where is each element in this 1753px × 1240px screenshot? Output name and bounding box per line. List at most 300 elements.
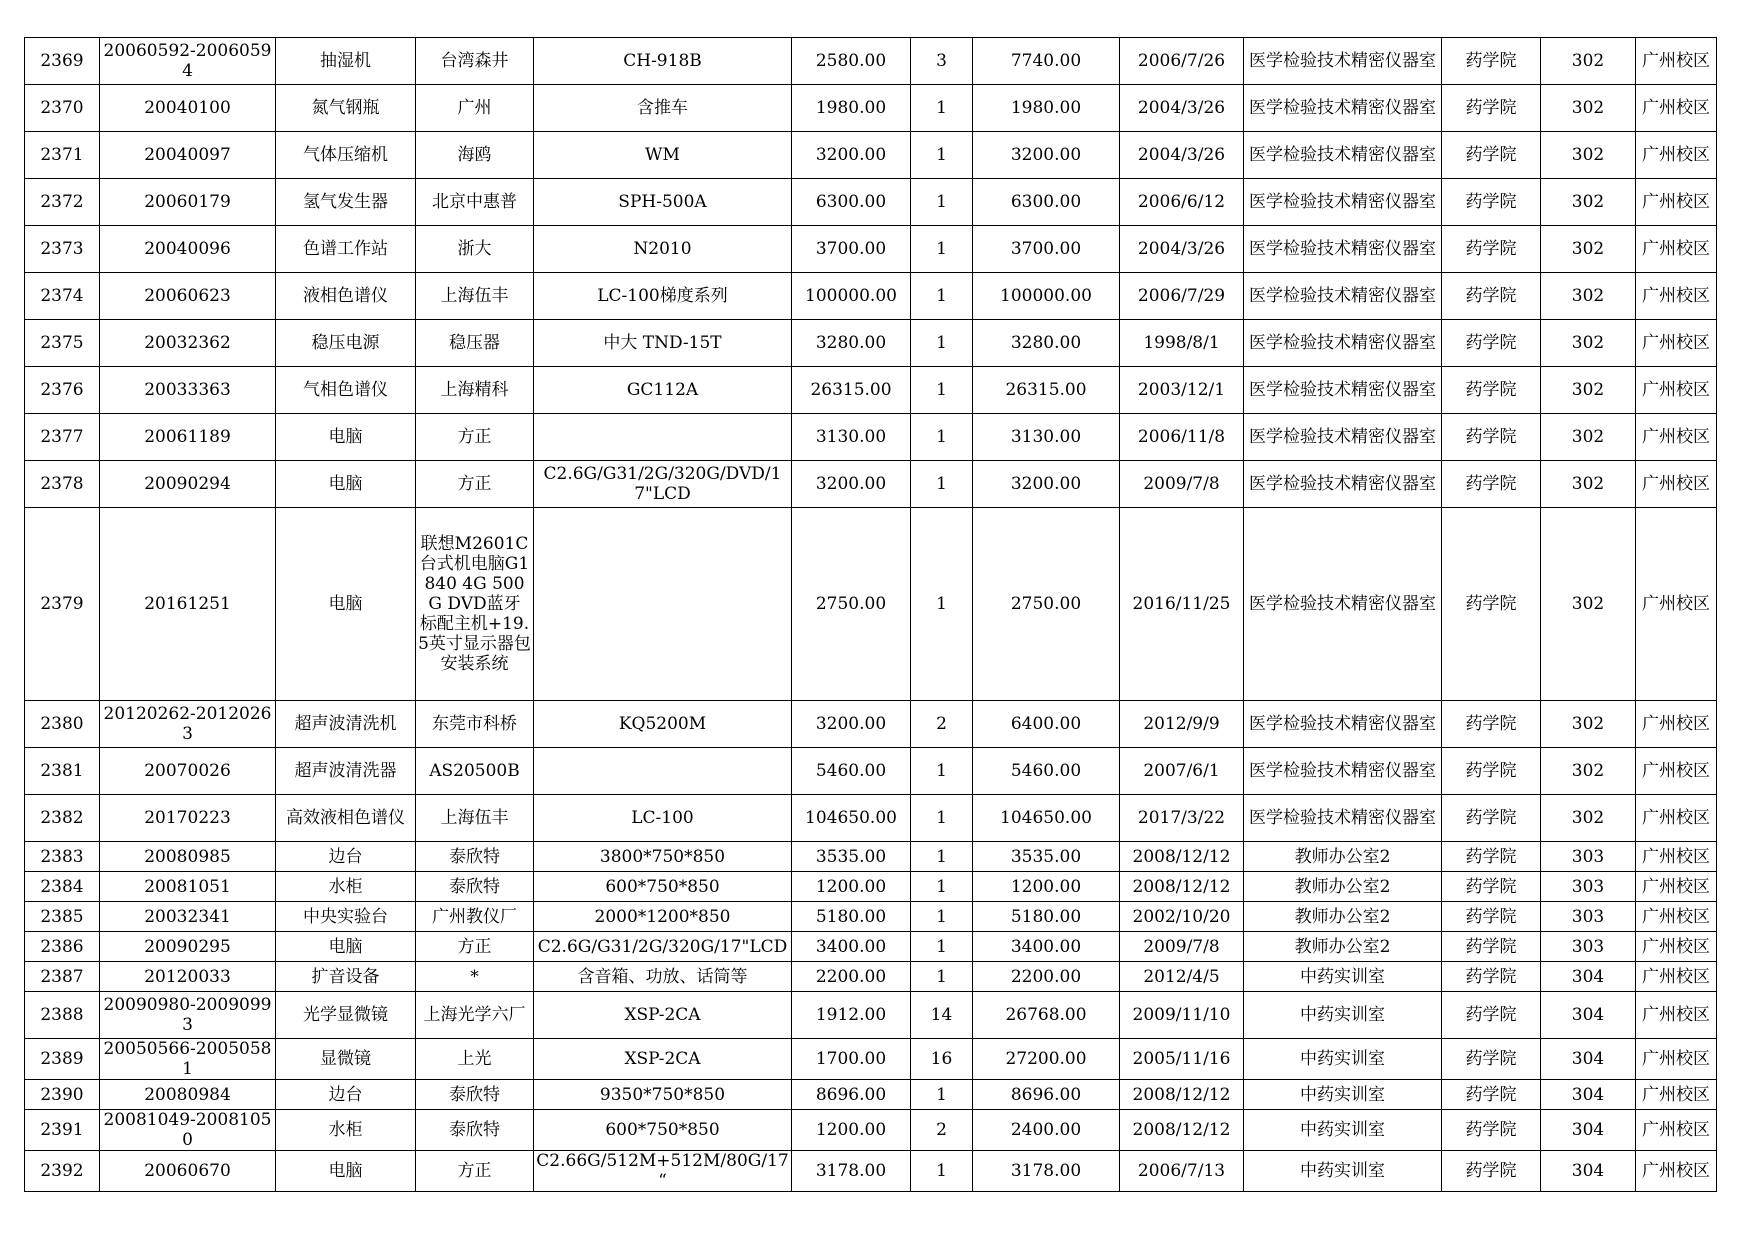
unit-price-cell: 3280.00	[792, 320, 911, 367]
amount-cell: 7740.00	[973, 38, 1120, 85]
room-cell: 302	[1541, 748, 1636, 795]
amount-cell: 100000.00	[973, 273, 1120, 320]
asset-id-cell: 20090294	[100, 461, 276, 508]
table-row	[25, 1110, 1717, 1151]
location-cell: 中药实训室	[1244, 992, 1442, 1039]
brand-cell: 上海伍丰	[416, 795, 534, 842]
model-spec-cell: N2010	[534, 226, 792, 273]
item-name-cell: 超声波清洗器	[276, 748, 416, 795]
item-name-cell: 抽湿机	[276, 38, 416, 85]
item-name-cell: 显微镜	[276, 1039, 416, 1080]
purchase-date-cell: 2004/3/26	[1120, 226, 1244, 273]
amount-cell: 26315.00	[973, 367, 1120, 414]
model-spec-cell: 600*750*850	[534, 872, 792, 902]
purchase-date-cell: 2006/11/8	[1120, 414, 1244, 461]
model-spec-cell: XSP-2CA	[534, 1039, 792, 1080]
location-cell: 医学检验技术精密仪器室	[1244, 795, 1442, 842]
room-cell: 304	[1541, 1039, 1636, 1080]
campus-cell: 广州校区	[1636, 701, 1717, 748]
asset-id-cell: 20061189	[100, 414, 276, 461]
brand-cell: 广州教仪厂	[416, 902, 534, 932]
model-spec-cell: GC112A	[534, 367, 792, 414]
amount-cell: 6400.00	[973, 701, 1120, 748]
unit-price-cell: 100000.00	[792, 273, 911, 320]
amount-cell: 27200.00	[973, 1039, 1120, 1080]
item-name-cell: 水柜	[276, 872, 416, 902]
campus-cell: 广州校区	[1636, 1080, 1717, 1110]
row-number-cell: 2378	[25, 461, 100, 508]
amount-cell: 3200.00	[973, 132, 1120, 179]
location-cell: 教师办公室2	[1244, 932, 1442, 962]
brand-cell: 泰欣特	[416, 842, 534, 872]
department-cell: 药学院	[1442, 273, 1541, 320]
room-cell: 302	[1541, 85, 1636, 132]
row-number-cell: 2392	[25, 1151, 100, 1192]
asset-id-cell: 20032341	[100, 902, 276, 932]
row-number-cell: 2391	[25, 1110, 100, 1151]
model-spec-cell: KQ5200M	[534, 701, 792, 748]
unit-price-cell: 1912.00	[792, 992, 911, 1039]
location-cell: 中药实训室	[1244, 1039, 1442, 1080]
department-cell: 药学院	[1442, 414, 1541, 461]
campus-cell: 广州校区	[1636, 461, 1717, 508]
brand-cell: *	[416, 962, 534, 992]
amount-cell: 5180.00	[973, 902, 1120, 932]
row-number-cell: 2381	[25, 748, 100, 795]
row-number-cell: 2370	[25, 85, 100, 132]
row-number-cell: 2390	[25, 1080, 100, 1110]
table-row	[25, 320, 1717, 367]
room-cell: 302	[1541, 132, 1636, 179]
location-cell: 医学检验技术精密仪器室	[1244, 132, 1442, 179]
asset-id-cell: 20120262-20120263	[100, 701, 276, 748]
item-name-cell: 电脑	[276, 932, 416, 962]
purchase-date-cell: 2004/3/26	[1120, 85, 1244, 132]
purchase-date-cell: 2008/12/12	[1120, 1110, 1244, 1151]
asset-id-cell: 20120033	[100, 962, 276, 992]
quantity-cell: 3	[911, 38, 973, 85]
table-row	[25, 414, 1717, 461]
brand-cell: 上光	[416, 1039, 534, 1080]
room-cell: 302	[1541, 701, 1636, 748]
brand-cell: 上海精科	[416, 367, 534, 414]
unit-price-cell: 1700.00	[792, 1039, 911, 1080]
item-name-cell: 电脑	[276, 414, 416, 461]
campus-cell: 广州校区	[1636, 748, 1717, 795]
location-cell: 医学检验技术精密仪器室	[1244, 414, 1442, 461]
brand-cell: 台湾森井	[416, 38, 534, 85]
model-spec-cell: CH-918B	[534, 38, 792, 85]
row-number-cell: 2386	[25, 932, 100, 962]
row-number-cell: 2379	[25, 508, 100, 701]
asset-id-cell: 20060623	[100, 273, 276, 320]
quantity-cell: 14	[911, 992, 973, 1039]
department-cell: 药学院	[1442, 1151, 1541, 1192]
table-row	[25, 132, 1717, 179]
asset-id-cell: 20170223	[100, 795, 276, 842]
asset-id-cell: 20081051	[100, 872, 276, 902]
asset-id-cell: 20090295	[100, 932, 276, 962]
department-cell: 药学院	[1442, 872, 1541, 902]
asset-id-cell: 20060179	[100, 179, 276, 226]
location-cell: 医学检验技术精密仪器室	[1244, 226, 1442, 273]
item-name-cell: 边台	[276, 1080, 416, 1110]
room-cell: 303	[1541, 932, 1636, 962]
room-cell: 302	[1541, 461, 1636, 508]
amount-cell: 104650.00	[973, 795, 1120, 842]
department-cell: 药学院	[1442, 179, 1541, 226]
purchase-date-cell: 2012/4/5	[1120, 962, 1244, 992]
item-name-cell: 高效液相色谱仪	[276, 795, 416, 842]
unit-price-cell: 3200.00	[792, 132, 911, 179]
location-cell: 中药实训室	[1244, 1080, 1442, 1110]
item-name-cell: 电脑	[276, 508, 416, 701]
purchase-date-cell: 2006/7/13	[1120, 1151, 1244, 1192]
row-number-cell: 2383	[25, 842, 100, 872]
purchase-date-cell: 2009/11/10	[1120, 992, 1244, 1039]
location-cell: 教师办公室2	[1244, 902, 1442, 932]
row-number-cell: 2373	[25, 226, 100, 273]
asset-id-cell: 20032362	[100, 320, 276, 367]
unit-price-cell: 6300.00	[792, 179, 911, 226]
unit-price-cell: 26315.00	[792, 367, 911, 414]
campus-cell: 广州校区	[1636, 38, 1717, 85]
asset-id-cell: 20040097	[100, 132, 276, 179]
asset-id-cell: 20070026	[100, 748, 276, 795]
table-row	[25, 461, 1717, 508]
campus-cell: 广州校区	[1636, 367, 1717, 414]
campus-cell: 广州校区	[1636, 1039, 1717, 1080]
quantity-cell: 1	[911, 842, 973, 872]
purchase-date-cell: 1998/8/1	[1120, 320, 1244, 367]
amount-cell: 6300.00	[973, 179, 1120, 226]
campus-cell: 广州校区	[1636, 992, 1717, 1039]
item-name-cell: 液相色谱仪	[276, 273, 416, 320]
table-row	[25, 842, 1717, 872]
campus-cell: 广州校区	[1636, 1110, 1717, 1151]
campus-cell: 广州校区	[1636, 273, 1717, 320]
table-row	[25, 367, 1717, 414]
room-cell: 302	[1541, 38, 1636, 85]
campus-cell: 广州校区	[1636, 132, 1717, 179]
location-cell: 医学检验技术精密仪器室	[1244, 320, 1442, 367]
table-row	[25, 226, 1717, 273]
brand-cell: 上海伍丰	[416, 273, 534, 320]
brand-cell: 泰欣特	[416, 1110, 534, 1151]
model-spec-cell: 中大 TND-15T	[534, 320, 792, 367]
asset-id-cell: 20033363	[100, 367, 276, 414]
room-cell: 302	[1541, 414, 1636, 461]
unit-price-cell: 2750.00	[792, 508, 911, 701]
location-cell: 中药实训室	[1244, 1151, 1442, 1192]
model-spec-cell: 2000*1200*850	[534, 902, 792, 932]
model-spec-cell	[534, 508, 792, 701]
campus-cell: 广州校区	[1636, 320, 1717, 367]
department-cell: 药学院	[1442, 132, 1541, 179]
table-row	[25, 508, 1717, 701]
amount-cell: 3280.00	[973, 320, 1120, 367]
campus-cell: 广州校区	[1636, 508, 1717, 701]
room-cell: 304	[1541, 1110, 1636, 1151]
room-cell: 302	[1541, 367, 1636, 414]
campus-cell: 广州校区	[1636, 179, 1717, 226]
unit-price-cell: 2580.00	[792, 38, 911, 85]
brand-cell: 广州	[416, 85, 534, 132]
amount-cell: 3200.00	[973, 461, 1120, 508]
table-row	[25, 872, 1717, 902]
quantity-cell: 1	[911, 132, 973, 179]
inventory-table	[24, 37, 1717, 1192]
quantity-cell: 2	[911, 1110, 973, 1151]
asset-id-cell: 20161251	[100, 508, 276, 701]
purchase-date-cell: 2008/12/12	[1120, 1080, 1244, 1110]
brand-cell: AS20500B	[416, 748, 534, 795]
brand-cell: 泰欣特	[416, 1080, 534, 1110]
purchase-date-cell: 2009/7/8	[1120, 932, 1244, 962]
quantity-cell: 1	[911, 902, 973, 932]
unit-price-cell: 3200.00	[792, 701, 911, 748]
department-cell: 药学院	[1442, 1039, 1541, 1080]
room-cell: 304	[1541, 992, 1636, 1039]
location-cell: 医学检验技术精密仪器室	[1244, 748, 1442, 795]
purchase-date-cell: 2003/12/1	[1120, 367, 1244, 414]
purchase-date-cell: 2008/12/12	[1120, 842, 1244, 872]
location-cell: 医学检验技术精密仪器室	[1244, 367, 1442, 414]
location-cell: 医学检验技术精密仪器室	[1244, 508, 1442, 701]
item-name-cell: 气体压缩机	[276, 132, 416, 179]
brand-cell: 方正	[416, 461, 534, 508]
model-spec-cell: C2.6G/G31/2G/320G/DVD/17"LCD	[534, 461, 792, 508]
amount-cell: 2200.00	[973, 962, 1120, 992]
model-spec-cell: 含推车	[534, 85, 792, 132]
asset-id-cell: 20060592-20060594	[100, 38, 276, 85]
amount-cell: 1200.00	[973, 872, 1120, 902]
quantity-cell: 1	[911, 1080, 973, 1110]
row-number-cell: 2369	[25, 38, 100, 85]
table-row	[25, 1080, 1717, 1110]
quantity-cell: 1	[911, 226, 973, 273]
item-name-cell: 边台	[276, 842, 416, 872]
table-row	[25, 38, 1717, 85]
unit-price-cell: 2200.00	[792, 962, 911, 992]
unit-price-cell: 3700.00	[792, 226, 911, 273]
room-cell: 304	[1541, 1151, 1636, 1192]
asset-id-cell: 20040096	[100, 226, 276, 273]
location-cell: 医学检验技术精密仪器室	[1244, 461, 1442, 508]
unit-price-cell: 8696.00	[792, 1080, 911, 1110]
table-row	[25, 179, 1717, 226]
room-cell: 302	[1541, 508, 1636, 701]
unit-price-cell: 1980.00	[792, 85, 911, 132]
brand-cell: 上海光学六厂	[416, 992, 534, 1039]
amount-cell: 3400.00	[973, 932, 1120, 962]
table-row	[25, 962, 1717, 992]
model-spec-cell: 600*750*850	[534, 1110, 792, 1151]
department-cell: 药学院	[1442, 226, 1541, 273]
department-cell: 药学院	[1442, 748, 1541, 795]
model-spec-cell: XSP-2CA	[534, 992, 792, 1039]
purchase-date-cell: 2002/10/20	[1120, 902, 1244, 932]
room-cell: 302	[1541, 273, 1636, 320]
campus-cell: 广州校区	[1636, 226, 1717, 273]
department-cell: 药学院	[1442, 962, 1541, 992]
room-cell: 302	[1541, 795, 1636, 842]
brand-cell: 北京中惠普	[416, 179, 534, 226]
campus-cell: 广州校区	[1636, 795, 1717, 842]
unit-price-cell: 104650.00	[792, 795, 911, 842]
quantity-cell: 1	[911, 962, 973, 992]
purchase-date-cell: 2012/9/9	[1120, 701, 1244, 748]
row-number-cell: 2382	[25, 795, 100, 842]
brand-cell: 方正	[416, 932, 534, 962]
location-cell: 中药实训室	[1244, 1110, 1442, 1151]
purchase-date-cell: 2016/11/25	[1120, 508, 1244, 701]
item-name-cell: 光学显微镜	[276, 992, 416, 1039]
unit-price-cell: 1200.00	[792, 1110, 911, 1151]
row-number-cell: 2376	[25, 367, 100, 414]
department-cell: 药学院	[1442, 932, 1541, 962]
purchase-date-cell: 2005/11/16	[1120, 1039, 1244, 1080]
brand-cell: 泰欣特	[416, 872, 534, 902]
brand-cell: 方正	[416, 414, 534, 461]
campus-cell: 广州校区	[1636, 1151, 1717, 1192]
amount-cell: 5460.00	[973, 748, 1120, 795]
brand-cell: 稳压器	[416, 320, 534, 367]
row-number-cell: 2377	[25, 414, 100, 461]
quantity-cell: 1	[911, 320, 973, 367]
campus-cell: 广州校区	[1636, 85, 1717, 132]
brand-cell: 联想M2601C台式机电脑G1840 4G 500G DVD蓝牙 标配主机+19.5英寸显示器包安装系统	[416, 508, 534, 701]
quantity-cell: 1	[911, 273, 973, 320]
asset-id-cell: 20080985	[100, 842, 276, 872]
department-cell: 药学院	[1442, 508, 1541, 701]
table-row	[25, 701, 1717, 748]
asset-id-cell: 20090980-20090993	[100, 992, 276, 1039]
amount-cell: 3535.00	[973, 842, 1120, 872]
quantity-cell: 1	[911, 508, 973, 701]
model-spec-cell	[534, 414, 792, 461]
purchase-date-cell: 2006/6/12	[1120, 179, 1244, 226]
department-cell: 药学院	[1442, 367, 1541, 414]
model-spec-cell: LC-100	[534, 795, 792, 842]
quantity-cell: 1	[911, 179, 973, 226]
table-row	[25, 992, 1717, 1039]
amount-cell: 2400.00	[973, 1110, 1120, 1151]
row-number-cell: 2385	[25, 902, 100, 932]
department-cell: 药学院	[1442, 842, 1541, 872]
unit-price-cell: 1200.00	[792, 872, 911, 902]
asset-id-cell: 20040100	[100, 85, 276, 132]
unit-price-cell: 3200.00	[792, 461, 911, 508]
unit-price-cell: 3178.00	[792, 1151, 911, 1192]
row-number-cell: 2389	[25, 1039, 100, 1080]
quantity-cell: 1	[911, 795, 973, 842]
quantity-cell: 1	[911, 932, 973, 962]
campus-cell: 广州校区	[1636, 962, 1717, 992]
location-cell: 医学检验技术精密仪器室	[1244, 38, 1442, 85]
location-cell: 中药实训室	[1244, 962, 1442, 992]
asset-id-cell: 20081049-20081050	[100, 1110, 276, 1151]
item-name-cell: 稳压电源	[276, 320, 416, 367]
table-row	[25, 932, 1717, 962]
room-cell: 303	[1541, 842, 1636, 872]
model-spec-cell: WM	[534, 132, 792, 179]
location-cell: 教师办公室2	[1244, 842, 1442, 872]
location-cell: 医学检验技术精密仪器室	[1244, 85, 1442, 132]
row-number-cell: 2384	[25, 872, 100, 902]
room-cell: 303	[1541, 872, 1636, 902]
table-row	[25, 795, 1717, 842]
purchase-date-cell: 2007/6/1	[1120, 748, 1244, 795]
department-cell: 药学院	[1442, 795, 1541, 842]
model-spec-cell: C2.6G/G31/2G/320G/17"LCD	[534, 932, 792, 962]
brand-cell: 海鸥	[416, 132, 534, 179]
item-name-cell: 电脑	[276, 1151, 416, 1192]
model-spec-cell	[534, 748, 792, 795]
room-cell: 302	[1541, 226, 1636, 273]
model-spec-cell: C2.66G/512M+512M/80G/17 “	[534, 1151, 792, 1192]
department-cell: 药学院	[1442, 38, 1541, 85]
table-row	[25, 1151, 1717, 1192]
item-name-cell: 氢气发生器	[276, 179, 416, 226]
department-cell: 药学院	[1442, 320, 1541, 367]
unit-price-cell: 3400.00	[792, 932, 911, 962]
row-number-cell: 2387	[25, 962, 100, 992]
asset-id-cell: 20050566-20050581	[100, 1039, 276, 1080]
department-cell: 药学院	[1442, 992, 1541, 1039]
table-row	[25, 902, 1717, 932]
item-name-cell: 扩音设备	[276, 962, 416, 992]
item-name-cell: 气相色谱仪	[276, 367, 416, 414]
department-cell: 药学院	[1442, 461, 1541, 508]
room-cell: 303	[1541, 902, 1636, 932]
model-spec-cell: SPH-500A	[534, 179, 792, 226]
table-row	[25, 273, 1717, 320]
unit-price-cell: 3130.00	[792, 414, 911, 461]
asset-id-cell: 20080984	[100, 1080, 276, 1110]
unit-price-cell: 5460.00	[792, 748, 911, 795]
brand-cell: 东莞市科桥	[416, 701, 534, 748]
purchase-date-cell: 2006/7/29	[1120, 273, 1244, 320]
purchase-date-cell: 2008/12/12	[1120, 872, 1244, 902]
amount-cell: 3178.00	[973, 1151, 1120, 1192]
location-cell: 医学检验技术精密仪器室	[1244, 701, 1442, 748]
quantity-cell: 16	[911, 1039, 973, 1080]
model-spec-cell: LC-100梯度系列	[534, 273, 792, 320]
unit-price-cell: 3535.00	[792, 842, 911, 872]
quantity-cell: 1	[911, 367, 973, 414]
campus-cell: 广州校区	[1636, 902, 1717, 932]
campus-cell: 广州校区	[1636, 872, 1717, 902]
department-cell: 药学院	[1442, 701, 1541, 748]
room-cell: 304	[1541, 962, 1636, 992]
brand-cell: 方正	[416, 1151, 534, 1192]
purchase-date-cell: 2017/3/22	[1120, 795, 1244, 842]
quantity-cell: 1	[911, 461, 973, 508]
item-name-cell: 中央实验台	[276, 902, 416, 932]
location-cell: 教师办公室2	[1244, 872, 1442, 902]
amount-cell: 3700.00	[973, 226, 1120, 273]
quantity-cell: 1	[911, 414, 973, 461]
item-name-cell: 氮气钢瓶	[276, 85, 416, 132]
table-row	[25, 1039, 1717, 1080]
brand-cell: 浙大	[416, 226, 534, 273]
item-name-cell: 电脑	[276, 461, 416, 508]
table-row	[25, 85, 1717, 132]
model-spec-cell: 3800*750*850	[534, 842, 792, 872]
asset-id-cell: 20060670	[100, 1151, 276, 1192]
row-number-cell: 2388	[25, 992, 100, 1039]
